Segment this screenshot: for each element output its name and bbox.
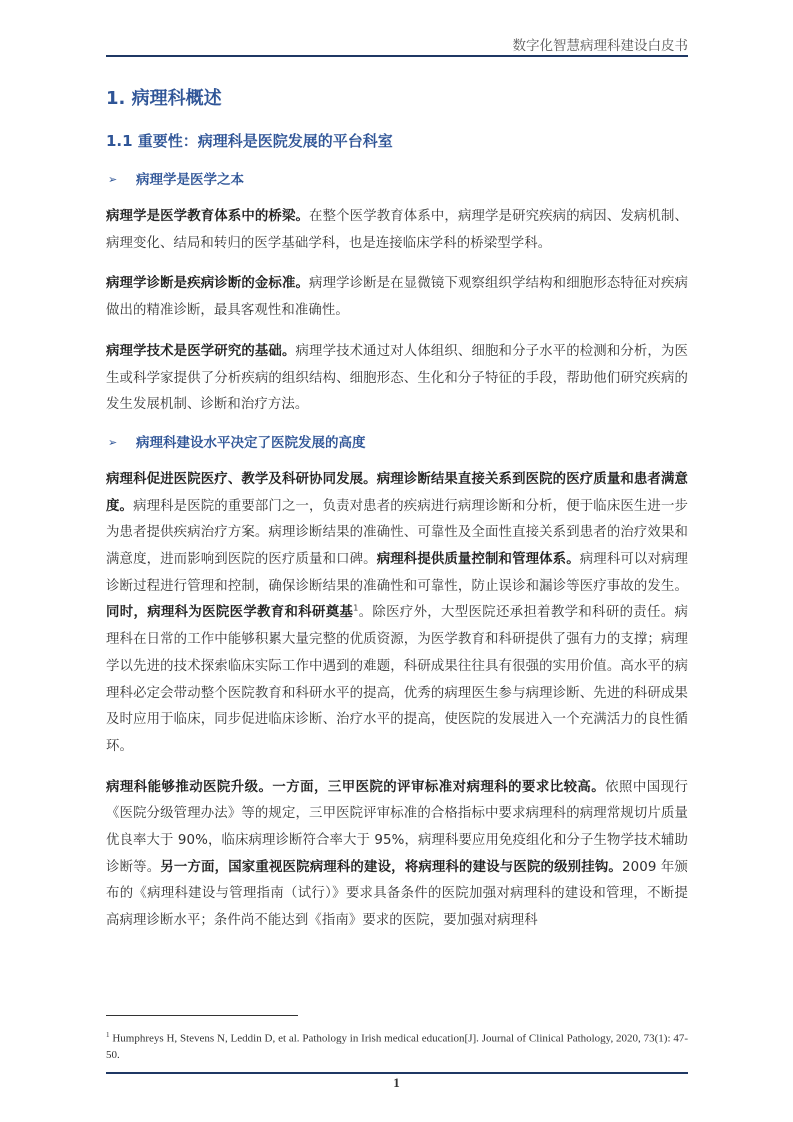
paragraph-bold: 同时，病理科为医院医学教育和科研奠基: [106, 605, 354, 621]
footnote-number: 1: [106, 1031, 110, 1039]
paragraph: [106, 271, 688, 324]
page-number: 1: [393, 1075, 400, 1090]
arrow-bullet-icon: ➢: [108, 435, 118, 449]
topic-heading-1: [106, 170, 688, 190]
footnote-text: Humphreys H, Stevens N, Leddin D, et al. Pathology in Irish medical education[J]. Journal of Clinical Pathology, 2020, 73(1): 47-50.: [106, 1032, 688, 1061]
subsection-title: 1.1 重要性：病理科是医院发展的平台科室: [106, 132, 393, 150]
footer-rule: [106, 1072, 688, 1074]
paragraph-body: 病理科可以对病理诊断过程进行管理和控制，确保诊断结果的准确性和可靠性，防止误诊和漏诊等医疗事故的发生。: [106, 552, 689, 594]
topic-heading-2: [106, 433, 688, 453]
paragraph-bold: 病理科能够推动医院升级。一方面，三甲医院的评审标准对病理科的要求比较高。: [106, 779, 606, 795]
paragraph-lead: 病理学是医学教育体系中的桥梁。: [106, 209, 310, 224]
paragraph-bold: 病理科提供质量控制和管理体系。: [376, 552, 580, 568]
paragraph: [106, 775, 688, 935]
topic-heading-text: 病理学是医学之本: [136, 172, 244, 188]
paragraph-body: 依照中国现行《医院分级管理办法》等的规定，三甲医院评审标准的合格指标中要求病理科的病理常规切片质量优良率大于 90%，临床病理诊断符合率大于 95%，病理科要应用免疫组化和分子生物学技术辅助诊断等。: [106, 779, 688, 875]
paragraph: [106, 467, 688, 761]
paragraph-body: 在整个医学教育体系中，病理学是研究疾病的病因、发病机制、病理变化、结局和转归的医学基础学科，也是连接临床学科的桥梁型学科。: [106, 209, 688, 251]
footnote-rule: [106, 1015, 298, 1016]
paragraph-body: 病理学诊断是在显微镜下观察组织学结构和细胞形态特征对疾病做出的精准诊断，最具客观性和准确性。: [106, 276, 688, 319]
paragraph-body: 2009 年颁布的《病理科建设与管理指南（试行）》要求具备条件的医院加强对病理科的建设和管理，不断提高病理诊断水平；条件尚不能达到《指南》要求的医院，要加强对病理科: [106, 859, 688, 929]
footnote-reference[interactable]: 1: [353, 603, 359, 613]
paragraph-lead: 病理学诊断是疾病诊断的金标准。: [106, 276, 310, 292]
section-title: 1. 病理科概述: [106, 88, 222, 109]
paragraph-body: 病理学技术通过对人体组织、细胞和分子水平的检测和分析，为医生或科学家提供了分析疾病的组织结构、细胞形态、生化和分子特征的手段，帮助他们研究疾病的发生发展机制、诊断和治疗方法。: [106, 343, 688, 413]
paragraph-body: 病理科是医院的重要部门之一，负责对患者的疾病进行病理诊断和分析，便于临床医生进一步为患者提供疾病治疗方案。病理诊断结果的准确性、可靠性及全面性直接关系到患者的治疗效果和满意度，进而影响到医院的医疗质量和口碑。: [106, 498, 688, 568]
paragraph-lead: 病理学技术是医学研究的基础。: [106, 343, 296, 359]
header-rule: [106, 55, 688, 57]
paragraph-bold: 病理科促进医院医疗、教学及科研协同发展。病理诊断结果直接关系到医院的医疗质量和患者满意度。: [106, 471, 688, 514]
paragraph: [106, 339, 688, 419]
arrow-bullet-icon: ➢: [108, 173, 118, 186]
topic-heading-text: 病理科建设水平决定了医院发展的高度: [136, 434, 366, 451]
paragraph: [106, 204, 688, 257]
paragraph-body: 。除医疗外，大型医院还承担着教学和科研的责任。病理科在日常的工作中能够积累大量完整的优质资源，为医学教育和科研提供了强有力的支撑；病理学以先进的技术探索临床实际工作中遇到的难题，科研成果往往具有很强的实用价值。高水平的病理科必定会带动整个医院教育和科研水平的提高，优秀的病理医生参与病理诊断、先进的科研成果及时应用于临床，同步促进临床诊断、治疗水平的提高，使医院的发展进入一个充满活力的良性循环。: [106, 605, 688, 754]
footnote: [106, 1027, 688, 1063]
paragraph-bold: 另一方面，国家重视医院病理科的建设，将病理科的建设与医院的级别挂钩。: [160, 859, 622, 875]
page-content: [106, 86, 688, 949]
header-title: 数字化智慧病理科建设白皮书: [512, 38, 688, 54]
